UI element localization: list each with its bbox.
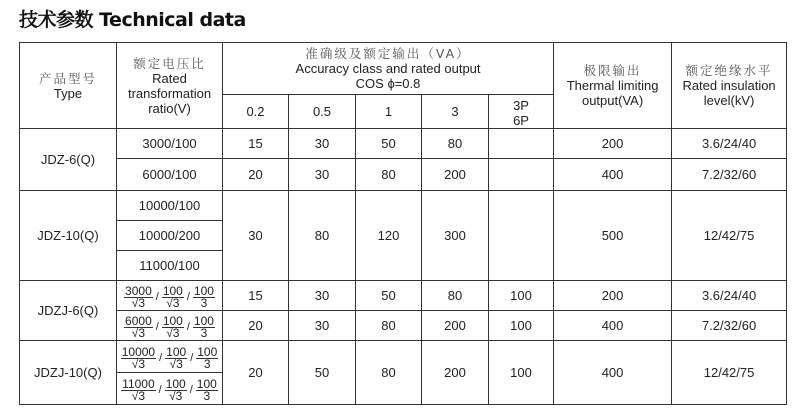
ratio-cell: 3000/100: [117, 129, 223, 159]
value-cell: 30: [289, 281, 356, 311]
value-cell: 30: [223, 191, 289, 281]
value-cell: 30: [289, 311, 356, 341]
value-cell: 120: [356, 191, 422, 281]
class-header: 1: [356, 95, 422, 129]
table-row: [20, 281, 787, 311]
value-cell: 80: [289, 191, 356, 281]
insulation-cell: 7.2/32/60: [672, 159, 787, 191]
value-cell: 200: [422, 311, 489, 341]
value-cell: 80: [356, 311, 422, 341]
value-cell: [489, 191, 554, 281]
value-cell: 80: [356, 159, 422, 191]
value-cell: 50: [356, 281, 422, 311]
value-cell: 200: [422, 341, 489, 405]
table-row: [20, 341, 787, 373]
ratio-cell: 10000/200: [117, 221, 223, 251]
thermal-cell: 200: [554, 281, 672, 311]
ratio-cell: 6000/100: [117, 159, 223, 191]
thermal-cell: 500: [554, 191, 672, 281]
value-cell: 20: [223, 341, 289, 405]
thermal-cell: 400: [554, 159, 672, 191]
value-cell: 15: [223, 281, 289, 311]
value-cell: 30: [289, 159, 356, 191]
value-cell: [489, 129, 554, 159]
value-cell: 100: [489, 281, 554, 311]
type-cell: JDZJ-6(Q): [20, 281, 117, 341]
insulation-cell: 12/42/75: [672, 191, 787, 281]
header-ratio: 额定电压比 Rated transformation ratio(V): [117, 43, 223, 129]
value-cell: 80: [422, 129, 489, 159]
thermal-cell: 200: [554, 129, 672, 159]
insulation-cell: 3.6/24/40: [672, 129, 787, 159]
ratio-fraction-cell: 3000 √3 / 100 √3 / 100 3: [117, 281, 223, 311]
page-title: 技术参数 Technical data: [19, 9, 246, 31]
header-thermal: 极限输出 Thermal limiting output(VA): [554, 43, 672, 129]
ratio-cell: 11000/100: [117, 251, 223, 281]
class-header: 0.5: [289, 95, 356, 129]
value-cell: 30: [289, 129, 356, 159]
ratio-fraction-cell: 6000 √3 / 100 √3 / 100 3: [117, 311, 223, 341]
table-row: [20, 129, 787, 159]
ratio-cell: 10000/100: [117, 191, 223, 221]
header-insulation: 额定绝缘水平 Rated insulation level(kV): [672, 43, 787, 129]
value-cell: 200: [422, 159, 489, 191]
insulation-cell: 3.6/24/40: [672, 281, 787, 311]
value-cell: [489, 159, 554, 191]
ratio-fraction-cell: 10000 √3 / 100 √3 / 100 3: [117, 341, 223, 373]
header-type: 产品型号 Type: [20, 43, 117, 129]
thermal-cell: 400: [554, 311, 672, 341]
value-cell: 50: [356, 129, 422, 159]
insulation-cell: 12/42/75: [672, 341, 787, 405]
value-cell: 15: [223, 129, 289, 159]
ratio-fraction-cell: 11000 √3 / 100 √3 / 100 3: [117, 373, 223, 405]
class-header: 3P 6P: [489, 95, 554, 129]
type-cell: JDZ-6(Q): [20, 129, 117, 191]
value-cell: 50: [289, 341, 356, 405]
type-cell: JDZJ-10(Q): [20, 341, 117, 405]
value-cell: 20: [223, 159, 289, 191]
value-cell: 300: [422, 191, 489, 281]
class-header: 3: [422, 95, 489, 129]
technical-data-table: [19, 42, 787, 405]
header-accuracy: 准确级及额定输出（VA） Accuracy class and rated output COS ϕ=0.8: [223, 43, 554, 95]
insulation-cell: 7.2/32/60: [672, 311, 787, 341]
type-cell: JDZ-10(Q): [20, 191, 117, 281]
value-cell: 80: [422, 281, 489, 311]
value-cell: 100: [489, 311, 554, 341]
class-header: 0.2: [223, 95, 289, 129]
table-row: [20, 311, 787, 341]
value-cell: 20: [223, 311, 289, 341]
table-row: [20, 159, 787, 191]
table-row: [20, 191, 787, 221]
value-cell: 80: [356, 341, 422, 405]
value-cell: 100: [489, 341, 554, 405]
thermal-cell: 400: [554, 341, 672, 405]
